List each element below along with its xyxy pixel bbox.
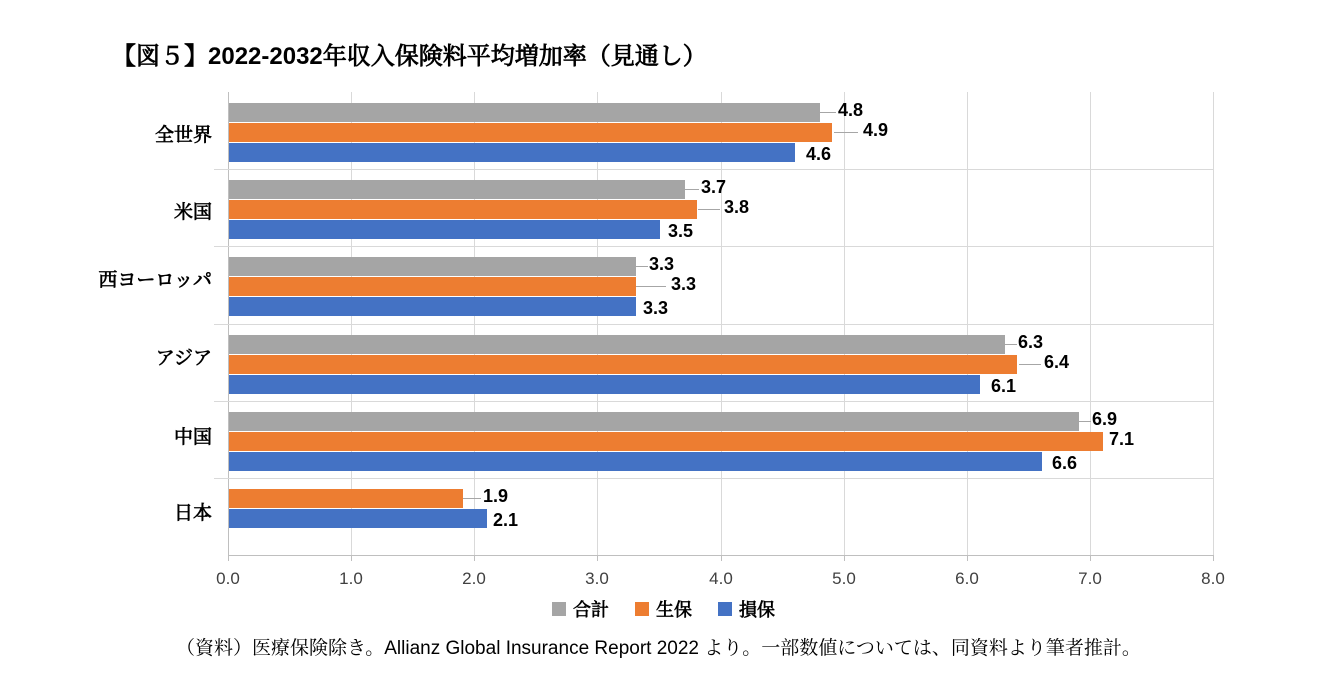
bar-total-2 xyxy=(229,257,636,276)
y-axis-label-4: 中国 xyxy=(173,427,212,448)
x-tick xyxy=(597,555,598,561)
data-label-non-3: 6.1 xyxy=(991,376,1017,396)
leader-line xyxy=(636,286,666,287)
plot-area xyxy=(216,92,1225,588)
data-label-life-4: 7.1 xyxy=(1109,429,1135,449)
data-label-total-2: 3.3 xyxy=(649,254,675,274)
y-axis-label-2: 西ヨーロッパ xyxy=(98,270,212,291)
data-label-total-1: 3.7 xyxy=(701,177,727,197)
chart-title: 【図５】2022-2032年収入保険料平均増加率（見通し） xyxy=(112,43,707,70)
bar-life-2 xyxy=(229,277,636,296)
data-label-life-2: 3.3 xyxy=(671,274,697,294)
bar-life-1 xyxy=(229,200,697,219)
bar-total-3 xyxy=(229,335,1005,354)
leader-line xyxy=(463,498,481,499)
leader-line xyxy=(820,112,836,113)
bar-non-5 xyxy=(229,509,487,528)
data-label-total-3: 6.3 xyxy=(1018,332,1044,352)
data-label-life-3: 6.4 xyxy=(1044,352,1070,372)
x-tick-label: 5.0 xyxy=(832,569,856,588)
category-separator xyxy=(214,169,1213,170)
bar-non-4 xyxy=(229,452,1042,471)
legend-label-life: 生保 xyxy=(656,600,692,620)
category-separator xyxy=(214,401,1213,402)
leader-line xyxy=(636,266,648,267)
data-label-total-0: 4.8 xyxy=(838,100,864,120)
leader-line xyxy=(1019,364,1041,365)
y-axis-label-1: 米国 xyxy=(173,202,212,223)
category-separator xyxy=(214,324,1213,325)
legend-swatch-icon-non xyxy=(718,602,732,616)
x-tick-label: 6.0 xyxy=(955,569,979,588)
x-tick xyxy=(1213,555,1214,561)
data-label-life-0: 4.9 xyxy=(863,120,889,140)
x-tick xyxy=(474,555,475,561)
x-tick-label: 0.0 xyxy=(216,569,240,588)
bar-life-4 xyxy=(229,432,1103,451)
x-tick xyxy=(351,555,352,561)
legend-label-non: 損保 xyxy=(739,600,775,620)
legend-item-life xyxy=(635,596,692,622)
x-tick xyxy=(1090,555,1091,561)
x-tick xyxy=(844,555,845,561)
bar-life-5 xyxy=(229,489,463,508)
bar-total-4 xyxy=(229,412,1079,431)
bar-total-0 xyxy=(229,103,820,122)
bar-non-1 xyxy=(229,220,660,239)
legend-item-total xyxy=(552,596,609,622)
data-label-life-1: 3.8 xyxy=(724,197,750,217)
leader-line xyxy=(1005,344,1017,345)
data-label-non-1: 3.5 xyxy=(668,221,694,241)
source-note: （資料）医療保険除き。Allianz Global Insurance Report 2022 より。一部数値については、同資料より筆者推計。 xyxy=(176,638,1141,659)
gridline-8 xyxy=(1213,92,1214,555)
x-tick-label: 4.0 xyxy=(709,569,733,588)
y-axis-label-5: 日本 xyxy=(173,503,212,524)
leader-line xyxy=(1079,421,1091,422)
legend-swatch-icon-life xyxy=(635,602,649,616)
data-label-non-0: 4.6 xyxy=(806,144,832,164)
x-tick-label: 3.0 xyxy=(585,569,609,588)
bar-non-0 xyxy=(229,143,795,162)
bar-life-0 xyxy=(229,123,832,142)
x-tick xyxy=(721,555,722,561)
category-separator xyxy=(214,246,1213,247)
legend-swatch-icon-total xyxy=(552,602,566,616)
bar-life-3 xyxy=(229,355,1017,374)
category-separator xyxy=(214,478,1213,479)
leader-line xyxy=(685,189,699,190)
leader-line xyxy=(834,132,858,133)
x-tick xyxy=(228,555,229,561)
x-tick-label: 8.0 xyxy=(1201,569,1225,588)
y-axis-label-3: アジア xyxy=(155,348,212,369)
legend-item-non xyxy=(718,596,775,622)
data-label-non-4: 6.6 xyxy=(1052,453,1078,473)
x-tick-label: 7.0 xyxy=(1078,569,1102,588)
x-tick-label: 1.0 xyxy=(339,569,363,588)
data-label-non-2: 3.3 xyxy=(643,298,669,318)
y-axis-label-0: 全世界 xyxy=(154,125,212,146)
bar-non-3 xyxy=(229,375,980,394)
x-tick xyxy=(967,555,968,561)
bar-total-1 xyxy=(229,180,685,199)
data-label-life-5: 1.9 xyxy=(483,486,509,506)
leader-line xyxy=(698,209,720,210)
data-label-total-4: 6.9 xyxy=(1092,409,1118,429)
legend-label-total: 合計 xyxy=(573,600,609,620)
chart-legend xyxy=(0,596,1327,622)
x-tick-label: 2.0 xyxy=(462,569,486,588)
bar-non-2 xyxy=(229,297,636,316)
data-label-non-5: 2.1 xyxy=(493,510,519,530)
